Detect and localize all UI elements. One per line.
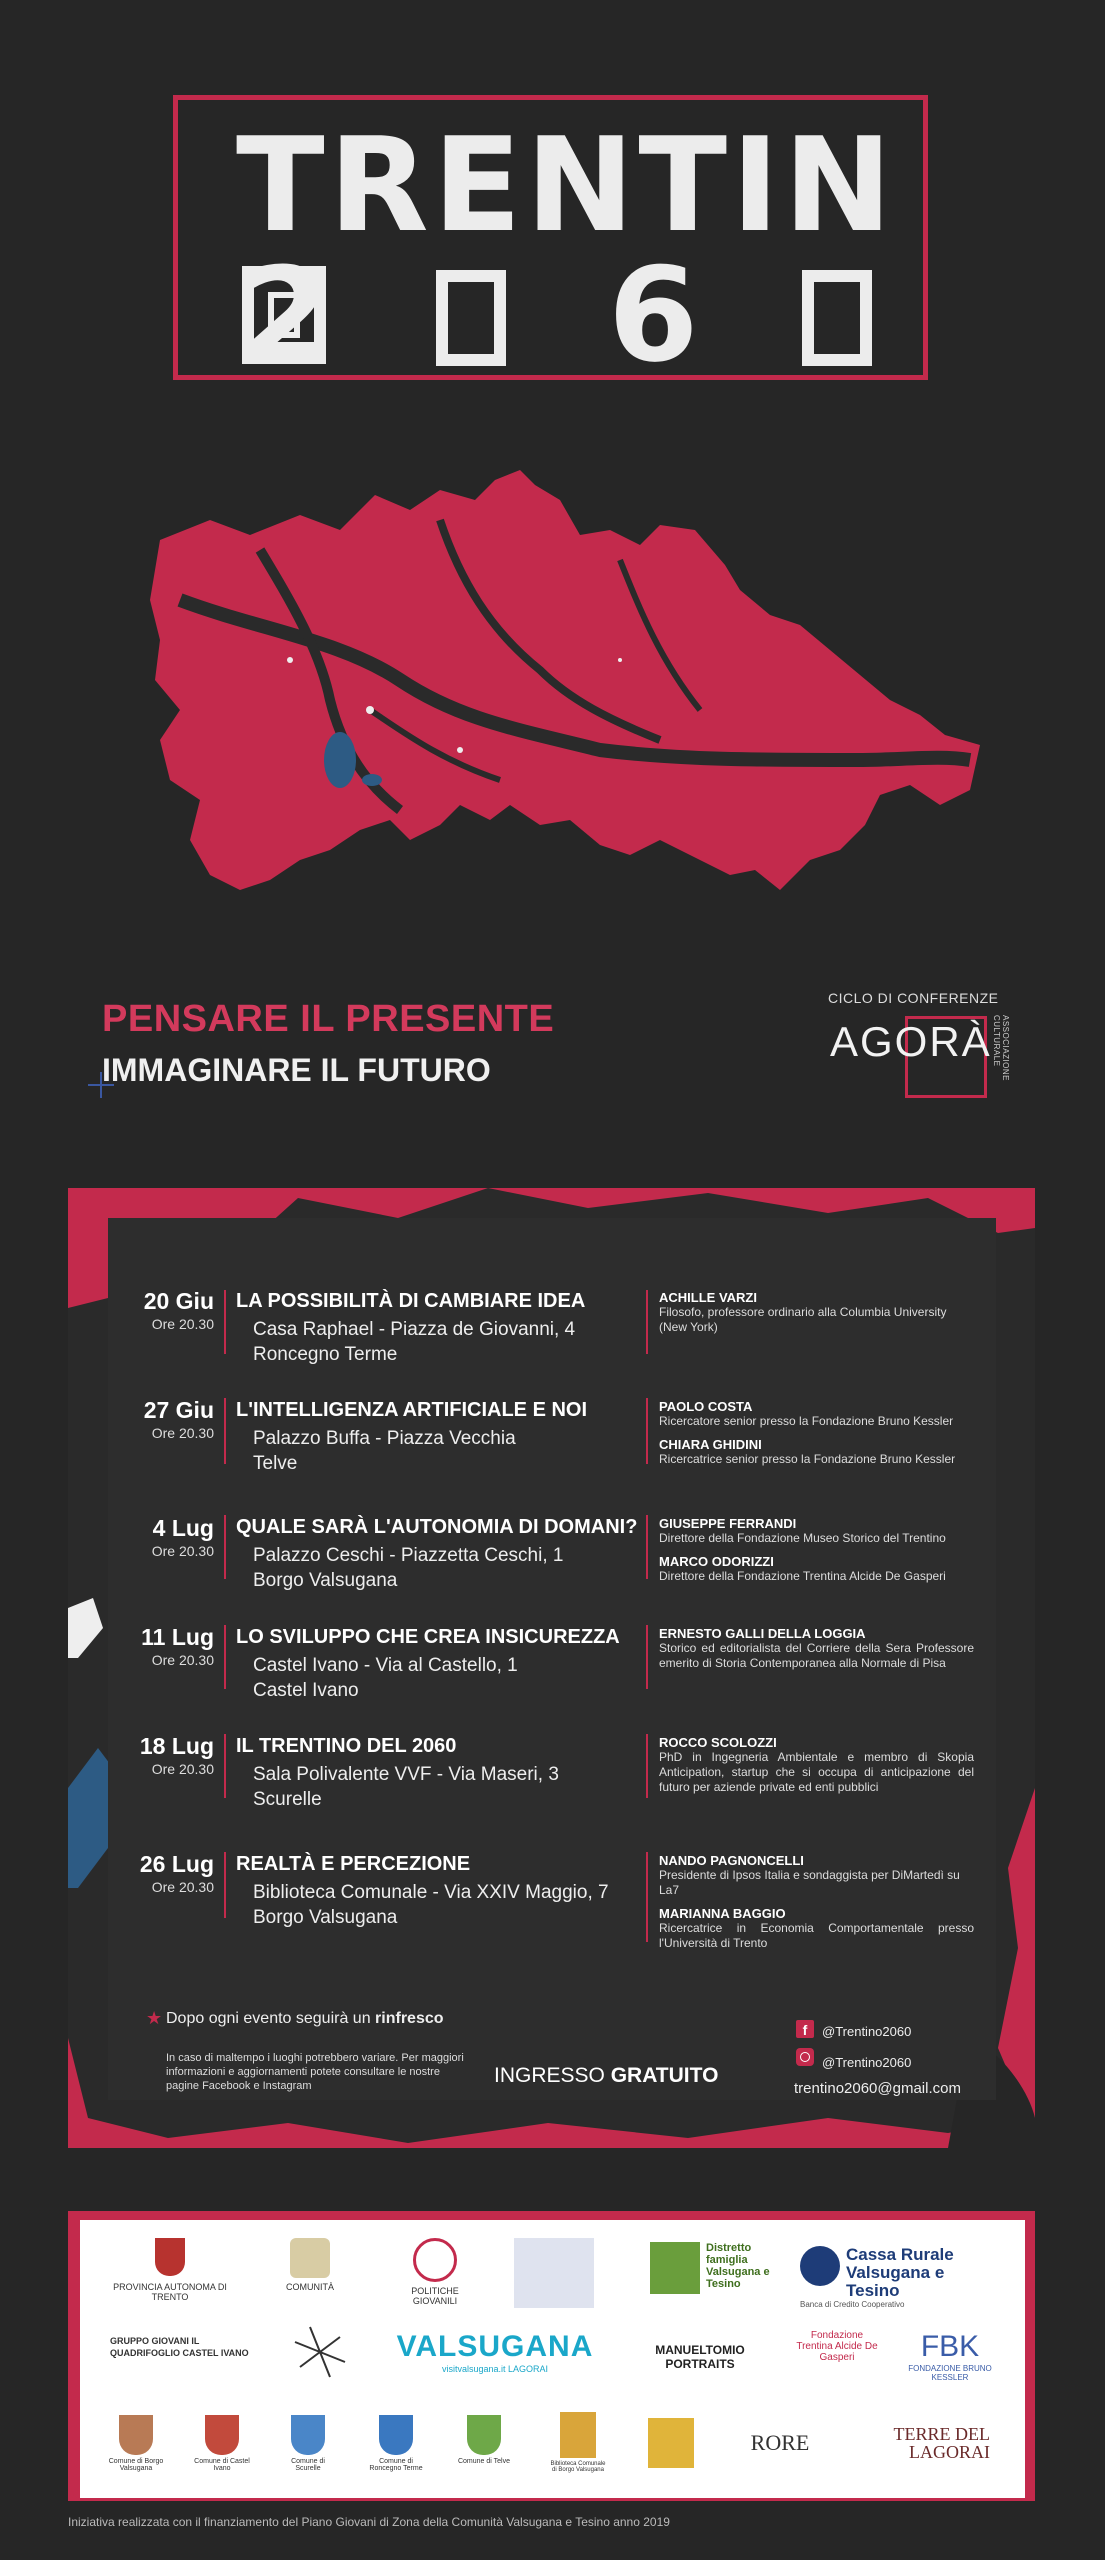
divider [646,1625,648,1689]
sponsor-cassa-rurale: Cassa Rurale Valsugana e Tesino Banca di Credito Cooperativo [800,2245,954,2309]
sponsor-de-gasperi: Fondazione Trentina Alcide De Gasperi [796,2330,878,2363]
facebook-handle[interactable]: @Trentino2060 [822,2024,912,2039]
logo-title: TRENTIN [236,120,981,380]
footer-credit: Iniziativa realizzata con il finanziamento del Piano Giovani di Zona della Comunità Valsugana e Tesino anno 2019 [68,2515,670,2529]
event-date: 11 Lug Ore 20.30 [141,1624,214,1668]
facebook-icon[interactable]: f [796,2020,814,2038]
event-date: 18 Lug Ore 20.30 [139,1733,214,1777]
sponsor-comune: Comune di Castel Ivano [194,2415,250,2472]
sponsor-comune: Comune di Telve [456,2415,512,2465]
sponsor-comune: Comune di Roncegno Terme [368,2415,424,2472]
sponsor-rore: RORE [750,2430,810,2455]
cassa-rurale-icon [800,2246,840,2286]
tagline-line2: IMMAGINARE IL FUTURO [102,1052,491,1088]
sponsor-comune: Comune di Borgo Valsugana [108,2415,164,2472]
divider [646,1290,648,1354]
family-icon [650,2242,700,2294]
cross-icon [88,1072,114,1098]
divider [224,1290,226,1354]
ingresso-gratuito: INGRESSO GRATUITO [494,2064,719,2087]
sponsor-biblioteca: Biblioteca Comunale di Borgo Valsugana [548,2412,608,2473]
square-zero-icon [436,270,506,366]
event-info: LA POSSIBILITÀ DI CAMBIARE IDEA Casa Raphael - Piazza de Giovanni, 4 Roncegno Terme [236,1290,586,1365]
divider [224,1515,226,1579]
event-info: LO SVILUPPO CHE CREA INSICUREZZA Castel Ivano - Via al Castello, 1 Castel Ivano [236,1626,620,1701]
tagline-line1: PENSARE IL PRESENTE [102,998,555,1040]
event-date: 20 Giu Ore 20.30 [143,1288,214,1332]
sponsor-politiche-giovanili: POLITICHE GIOVANILI [400,2238,470,2306]
divider [646,1515,648,1579]
ciclo-label: CICLO DI CONFERENZE [828,990,999,1006]
divider [224,1734,226,1798]
circle-logo-icon [413,2238,457,2282]
divider [224,1852,226,1918]
event-speakers: ACHILLE VARZI Filosofo, professore ordinario alla Columbia University (New York) [659,1290,947,1334]
sponsor-fbk: FBK FONDAZIONE BRUNO KESSLER [905,2330,995,2382]
star-icon: ★ [146,2008,163,2028]
event-info: REALTÀ E PERCEZIONE Biblioteca Comunale - Via XXIV Maggio, 7 Borgo Valsugana [236,1853,609,1928]
instagram-icon[interactable] [796,2048,814,2066]
sponsor-portraits: MANUELTOMIO PORTRAITS [655,2343,745,2371]
crest-icon [119,2415,153,2455]
library-icon [560,2412,596,2458]
event-speakers: GIUSEPPE FERRANDI Direttore della Fondazione Museo Storico del Trentino MARCO ODORIZZI Direttore della Fondazione Trentina Alcide De Gasperi [659,1516,946,1583]
sponsor-provincia: PROVINCIA AUTONOMA DI TRENTO [100,2238,240,2302]
event-info: QUALE SARÀ L'AUTONOMIA DI DOMANI? Palazzo Ceschi - Piazzetta Ceschi, 1 Borgo Valsugana [236,1516,638,1591]
fbk-logo: FBK [920,2330,980,2363]
trentino-2060-logo: TRENTIN 2 6 [173,95,928,380]
drawing-icon [290,2322,350,2382]
crest-icon [205,2415,239,2455]
rinfresco-note: Dopo ogni evento seguirà un rinfresco [166,2010,444,2027]
sponsor-quadrifoglio: GRUPPO GIOVANI IL QUADRIFOGLIO CASTEL IVANO [110,2336,249,2358]
sponsor-comunita: COMUNITÀ [270,2238,350,2292]
coat-of-arms-icon [155,2238,185,2276]
event-date: 4 Lug Ore 20.30 [151,1515,214,1559]
divider [646,1398,648,1464]
divider [224,1625,226,1689]
square-zero-icon [802,270,872,366]
event-date: 26 Lug Ore 20.30 [139,1851,214,1895]
event-speakers: ROCCO SCOLOZZI PhD in Ingegneria Ambientale e membro di Skopia Anticipation, startup che si occupa di anticipazione del futuro per aziende private ed enti pubblici [659,1735,974,1794]
sponsor-graphic-logo [648,2418,694,2468]
email-link[interactable]: trentino2060@gmail.com [794,2080,961,2097]
maltempo-note: In caso di maltempo i luoghi potrebbero variare. Per maggiori informazioni e aggiornamenti potete consultare le nostre pagine Facebook e Instagram [166,2052,464,2092]
divider [224,1398,226,1464]
event-info: IL TRENTINO DEL 2060 Sala Polivalente VVF - Via Maseri, 3 Scurelle [236,1735,559,1810]
event-speakers: PAOLO COSTA Ricercatore senior presso la Fondazione Bruno Kessler CHIARA GHIDINI Ricercatrice senior presso la Fondazione Bruno Kessler [659,1399,956,1466]
crest-icon [290,2238,330,2278]
crest-icon [291,2415,325,2455]
event-info: L'INTELLIGENZA ARTIFICIALE E NOI Palazzo Buffa - Piazza Vecchia Telve [236,1399,588,1474]
event-speakers: ERNESTO GALLI DELLA LOGGIA Storico ed editorialista del Corriere della Sera Professore emerito di Storia Contemporanea alla Normale di Pisa [659,1626,974,1670]
crest-icon [467,2415,501,2455]
sponsor-distretto-famiglia: Distretto famiglia Valsugana e Tesino [650,2242,770,2294]
sponsor-terre-del-lagorai: TERRE DEL LAGORAI [893,2424,990,2462]
sponsor-comune: Comune di Scurelle [280,2415,336,2472]
sponsor-valsugana: VALSUGANA visitvalsugana.it LAGORAI [396,2330,594,2374]
trentino-map [140,460,1000,930]
sponsor-map-logo [514,2238,594,2308]
divider [646,1852,648,1942]
event-date: 27 Giu Ore 20.30 [143,1397,214,1441]
event-speakers: NANDO PAGNONCELLI Presidente di Ipsos Italia e sondaggista per DiMartedì su La7 MARIANNA BAGGIO Ricercatrice in Economia Comportamentale presso l'Università di Trento [659,1853,974,1950]
agora-logo: AGORÀ [830,1018,992,1065]
sponsor-sketch-logo [290,2322,350,2382]
crest-icon [379,2415,413,2455]
instagram-handle[interactable]: @Trentino2060 [822,2055,912,2070]
agora-subtitle: ASSOCIAZIONE CULTURALE [992,1015,1010,1082]
divider [646,1734,648,1798]
